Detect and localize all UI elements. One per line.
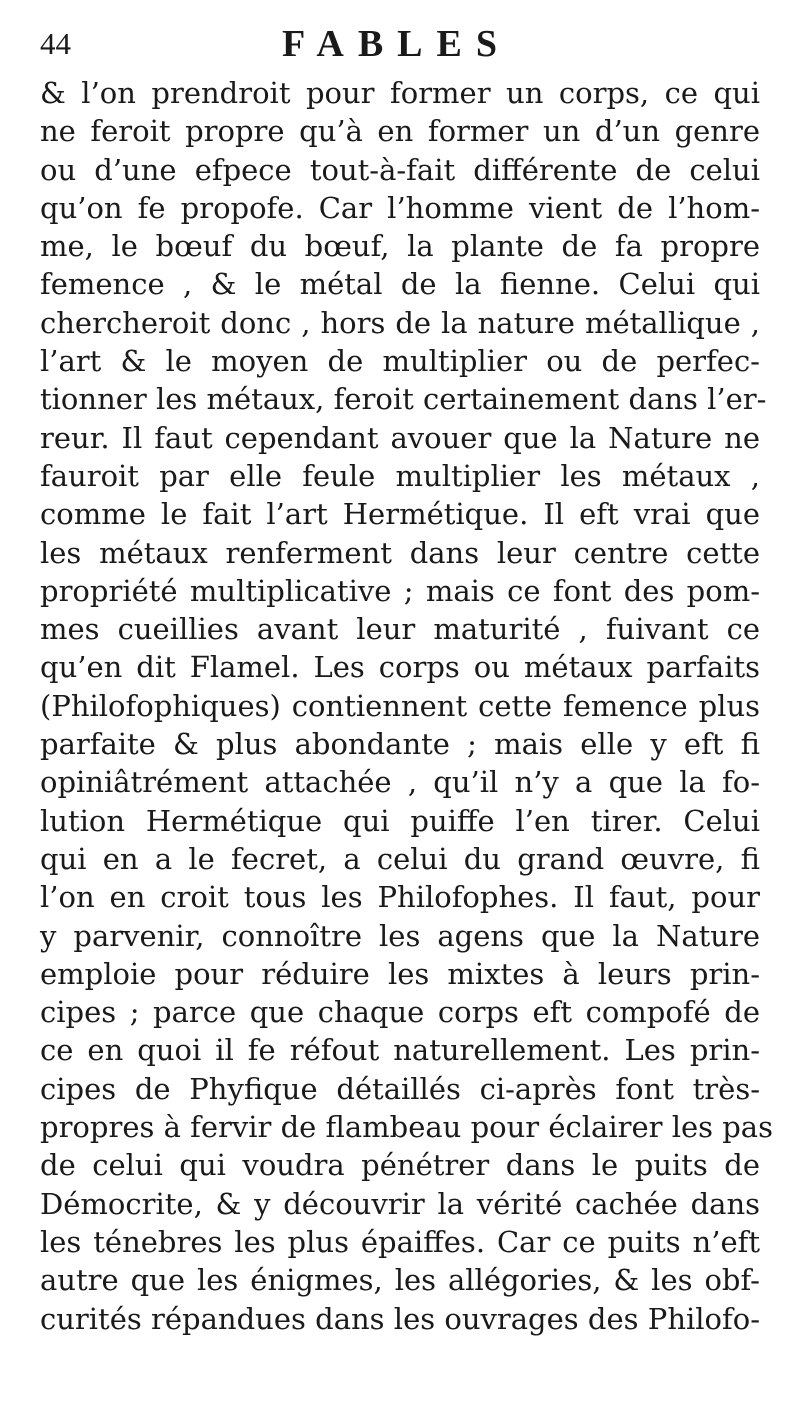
text-line: qu’en dit Flamel. Les corps ou métaux parfaits — [40, 650, 760, 685]
text-line: curités répandues dans les ouvrages des Philofo- — [40, 1301, 760, 1336]
text-line: (Philofophiques) contiennent cette femence plus — [40, 688, 760, 723]
text-line: reur. Il faut cependant avouer que la Nature ne — [40, 420, 760, 455]
text-line: qu’on fe propofe. Car l’homme vient de l’hom- — [40, 190, 760, 225]
body-text — [40, 74, 773, 1338]
text-line: chercheroit donc , hors de la nature métallique , — [40, 305, 760, 340]
text-line: autre que les énigmes, les allégories, & les obf- — [40, 1263, 760, 1298]
text-line: mes cueillies avant leur maturité , fuivant ce — [40, 612, 760, 647]
text-line: emploie pour réduire les mixtes à leurs prin- — [40, 956, 760, 991]
text-line: propres à fervir de flambeau pour éclairer les pas — [40, 1110, 773, 1145]
text-line: me, le bœuf du bœuf, la plante de fa propre — [40, 229, 760, 264]
text-line: tionner les métaux, feroit certainement dans l’er- — [40, 382, 767, 417]
text-line: fauroit par elle feule multiplier les métaux , — [40, 458, 760, 493]
text-line: ne feroit propre qu’à en former un d’un genre — [40, 114, 760, 149]
text-line: cipes ; parce que chaque corps eft compofé de — [40, 995, 760, 1030]
text-line: opiniâtrément attachée , qu’il n’y a que la fo- — [40, 765, 760, 800]
text-line: y parvenir, connoître les agens que la Nature — [40, 918, 760, 953]
text-line: propriété multiplicative ; mais ce font des pom- — [40, 573, 760, 608]
page-header — [40, 20, 760, 70]
text-line: l’on en croit tous les Philofophes. Il faut, pour — [40, 880, 760, 915]
text-line: cipes de Phyfique détaillés ci-après font très- — [40, 1071, 760, 1106]
text-line: les ténebres les plus épaiffes. Car ce puits n’eft — [40, 1224, 760, 1259]
text-line: comme le fait l’art Hermétique. Il eft vrai que — [40, 497, 760, 532]
text-line: lution Hermétique qui puiffe l’en tirer. Celui — [40, 803, 760, 838]
page-number: 44 — [40, 26, 71, 61]
text-line: ce en quoi il fe réfout naturellement. Les prin- — [40, 1033, 760, 1068]
text-line: de celui qui voudra pénétrer dans le puits de — [40, 1148, 760, 1183]
text-line: femence , & le métal de la fienne. Celui qui — [40, 267, 760, 302]
text-line: les métaux renferment dans leur centre cette — [40, 535, 760, 570]
text-line: qui en a le fecret, a celui du grand œuvre, fi — [40, 841, 760, 876]
text-line: ou d’une efpece tout-à-fait différente de celui — [40, 152, 760, 187]
text-line: l’art & le moyen de multiplier ou de perfec- — [40, 344, 760, 379]
text-line: & l’on prendroit pour former un corps, ce qui — [40, 76, 760, 110]
text-line: Démocrite, & y découvrir la vérité cachée dans — [40, 1186, 760, 1221]
text-line: parfaite & plus abondante ; mais elle y eft fi — [40, 727, 760, 762]
running-head: FABLES — [282, 23, 512, 65]
